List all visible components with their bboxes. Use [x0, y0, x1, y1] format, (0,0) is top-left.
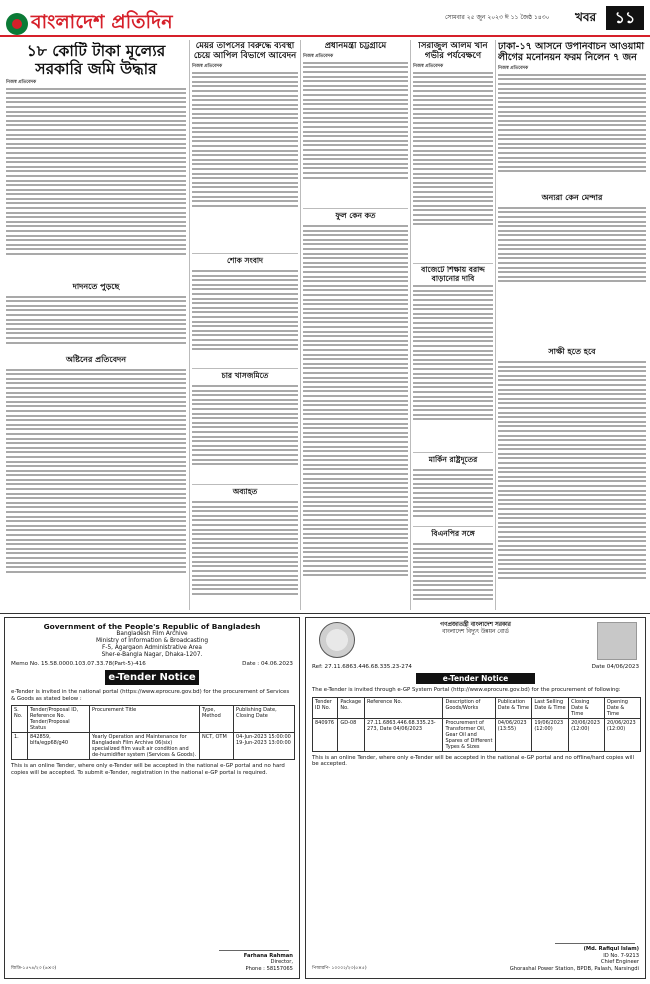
column-rule — [189, 40, 190, 610]
table-cell: 1. — [12, 733, 28, 760]
table-header: Opening Date & Time — [604, 697, 640, 718]
section-rule — [192, 253, 298, 254]
article-body — [192, 385, 298, 480]
article-headline[interactable]: শোক সংবাদ — [227, 256, 263, 265]
article-body — [413, 285, 493, 445]
article-headline[interactable]: প্রধানমন্ত্রী চট্টগ্রামে — [324, 42, 387, 51]
table-header: Publication Date & Time — [495, 697, 532, 718]
ad-signature-block — [495, 930, 645, 972]
article-pm-chattogram — [303, 42, 408, 207]
article-body — [498, 207, 646, 297]
article-bnp — [413, 529, 493, 611]
article-dhaka17 — [498, 42, 646, 342]
table-row — [12, 733, 295, 760]
page-number: ১১ — [606, 6, 644, 30]
article-body — [6, 369, 186, 599]
column-rule — [410, 40, 411, 610]
article-body — [192, 501, 298, 610]
ad-memo: Memo No. 15.58.0000.103.07.33.78(Part-5)-416 — [11, 661, 146, 667]
table-cell: Yearly Operation and Maintenance for Bangladesh Film Archive 06(six) specialized film vault air condition and de-humidifier system (Services & Goods). — [90, 733, 200, 760]
ad-intro: The e-Tender is invited through e-GP System Portal (http://www.eprocure.gov.bd) for the procurement of following: — [312, 687, 621, 693]
table-cell: Procurement of Transformer Oil, Gear Oil and Spares of Different Types & Sizes — [443, 718, 495, 751]
article-subhead: অষ্টিনের প্রতিবেদন — [65, 354, 127, 364]
tender-table — [312, 697, 641, 752]
ad-org: বাংলাদেশ বিদ্যুৎ উন্নয়ন বোর্ড — [442, 629, 509, 635]
article-land-recovery — [6, 42, 186, 612]
portrait-image — [597, 622, 637, 660]
table-header: S. No. — [12, 706, 28, 733]
table-header: Reference No. — [364, 697, 442, 718]
article-body — [303, 62, 408, 202]
table-cell: NCT, OTM — [200, 733, 234, 760]
article-shok — [192, 256, 298, 366]
table-cell: 842859, blfa/egp68/g40 — [28, 733, 90, 760]
ad-logo-area — [312, 622, 362, 658]
table-cell: GD-08 — [338, 718, 365, 751]
masthead — [0, 0, 650, 40]
ad-meta-row — [306, 664, 645, 670]
tender-table — [11, 705, 295, 760]
logo-text: বাংলাদেশ প্রতিদিন — [31, 11, 173, 33]
article-subhead: সাক্ষী হতে হবে — [548, 347, 596, 356]
column-rule — [495, 40, 496, 610]
table-header-row — [12, 706, 295, 733]
ad-gov-title: Government of the People's Republic of Bangladesh — [43, 622, 261, 631]
table-header: Publishing Date, Closing Date — [234, 706, 295, 733]
section-rule — [413, 263, 493, 264]
ad-ref: Ref: 27.11.6863.446.68.335.23-274 — [312, 664, 412, 670]
article-headline[interactable]: ফুল কেন কত — [335, 211, 376, 220]
section-rule — [192, 368, 298, 369]
signer-id: ID No. 7-9213 — [603, 952, 639, 959]
article-kaal — [303, 211, 408, 611]
ad-address: Sher-e-Bangla Nagar, Dhaka-1207. — [101, 652, 203, 658]
article-body — [6, 296, 186, 351]
masthead-rule — [0, 35, 650, 37]
article-subhead: দাদনতে পুড়ছে — [72, 281, 120, 291]
table-cell: 27.11.6863.446.68.335.23-273, Date 04/06/2023 — [364, 718, 442, 751]
article-headline[interactable]: ঢাকা-১৭ আসনে উপনির্বাচন আওয়ামী লীগের মনোনয়ন ফরম নিলেন ৭ জন — [498, 42, 645, 63]
ad-note: This is an online Tender, where only e-Tender will be accepted in the national e-GP portal and no offline/hard copies will be accepted. — [312, 754, 635, 768]
article-headline[interactable]: বিএনপির সঙ্গে — [431, 529, 475, 538]
table-header-row — [313, 697, 641, 718]
table-header: Procurement Title — [90, 706, 200, 733]
article-sakkhi — [498, 343, 646, 611]
ad-film-archive-tender — [4, 617, 300, 979]
article-body — [413, 72, 493, 252]
table-header: Tender/Proposal ID, Reference No. Tender/Proposal Status — [28, 706, 90, 733]
column-rule — [300, 40, 301, 610]
article-body — [413, 469, 493, 525]
ad-outro: This is an online Tender, where only e-Tender will be accepted in the national e-GP portal and no hard copies will be accepted. To submit e-Tender, registration in the national e-GP portal is required. — [11, 763, 285, 776]
table-cell: 20/06/2023 (12:00) — [569, 718, 605, 751]
table-cell: 19/06/2023 (12:00) — [532, 718, 569, 751]
ad-bpdb-tender — [305, 617, 646, 979]
article-headline[interactable]: মার্কিন রাষ্ট্রদূতের — [428, 455, 478, 464]
article-headline[interactable]: বাজেটে শিক্ষায় বরাদ্দ বাড়ানোর দাবি — [421, 266, 485, 283]
signer-name: Farhana Rahman — [243, 952, 293, 959]
article-subhead: অন্যরা কেন মেন্দার — [541, 192, 603, 202]
table-header: Description of Goods/Works — [443, 697, 495, 718]
table-cell: 840976 — [313, 718, 338, 751]
ad-date: Date 04/06/2023 — [591, 664, 639, 670]
section-rule — [192, 484, 298, 485]
article-body — [192, 72, 298, 232]
table-header: Last Selling Date & Time — [532, 697, 569, 718]
dateline: সোমবার ২৫ জুন ২০২৩ ঈ ১১ জৈষ্ঠ ১৪৩০ — [445, 14, 550, 21]
table-header: Closing Date & Time — [569, 697, 605, 718]
section-rule — [413, 452, 493, 453]
article-meyor-tapas — [192, 42, 298, 252]
logo-emblem-icon — [6, 13, 28, 35]
ad-address: F-5, Agargaon Administrative Area — [102, 645, 202, 651]
article-byline: নিজস্ব প্রতিবেদক — [413, 63, 444, 69]
article-body — [192, 270, 298, 365]
article-body — [413, 543, 493, 611]
table-cell: 20/06/2023 (12:00) — [604, 718, 640, 751]
table-cell: 04-Jun-2023 15:00:00 19-Jun-2023 13:00:00 — [234, 733, 295, 760]
ad-meta-row — [5, 661, 299, 667]
table-cell: 04/06/2023 (13:55) — [495, 718, 532, 751]
ad-intro: e-Tender is invited in the national portal (https://www.eprocure.gov.bd) for the procurement of Services & Goods as stated below : — [11, 689, 290, 702]
signer-name: (Md. Rafiqul Islam) — [583, 946, 639, 953]
table-row — [313, 718, 641, 751]
section-name: খবর — [575, 10, 597, 24]
ad-gov-line: গণপ্রজাতন্ত্রী বাংলাদেশ সরকার — [440, 622, 511, 628]
article-body — [6, 88, 186, 278]
signer-phone: Phone : 58157065 — [245, 965, 293, 972]
ad-gd-code: জিডি-১৫৭৪/২৩ (৬×৩) — [11, 966, 57, 971]
article-headline[interactable]: ১৮ কোটি টাকা মূল্যের সরকারি জমি উদ্ধার — [26, 42, 166, 78]
table-header: Tender ID No. — [313, 697, 338, 718]
signature-mark — [555, 930, 635, 944]
article-headline[interactable]: অব্যাহত — [232, 487, 258, 496]
ad-header — [306, 618, 645, 660]
article-char — [192, 371, 298, 481]
ad-title-group — [362, 622, 589, 636]
article-us-ambassador — [413, 455, 493, 525]
ad-org: Bangladesh Film Archive — [116, 631, 188, 637]
article-byline: নিজস্ব প্রতিবেদক — [303, 53, 334, 59]
article-body — [498, 361, 646, 611]
signer-title: Chief Engineer — [600, 959, 639, 966]
article-budget-edu — [413, 266, 493, 451]
signer-address: Ghorashal Power Station, BPDB, Palash, Narsingdi — [509, 965, 639, 972]
ad-separator-rule — [0, 613, 650, 614]
notice-title: e-Tender Notice — [416, 673, 535, 684]
article-body — [498, 74, 646, 189]
article-byline: নিজস্ব প্রতিবেদক — [192, 63, 223, 69]
article-byline: নিজস্ব প্রতিবেদক — [498, 65, 529, 71]
ad-date: Date : 04.06.2023 — [242, 661, 293, 667]
ad-signature-block — [189, 937, 299, 972]
signer-title: Director, — [270, 959, 293, 966]
bpdb-emblem-icon — [319, 622, 355, 658]
article-siraj-alam — [413, 42, 493, 262]
article-byline: নিজস্ব প্রতিবেদক — [6, 79, 37, 85]
signature-mark — [219, 937, 289, 951]
section-rule — [303, 208, 408, 209]
article-headline[interactable]: মেয়র তাপসের বিরুদ্ধে ব্যবস্থা চেয়ে আপিল বিভাগে আবেদন — [193, 42, 297, 61]
article-ajkaler — [192, 487, 298, 610]
article-body — [303, 225, 408, 610]
portrait-photo — [589, 622, 639, 660]
article-headline[interactable]: চার খাসজমিতে — [221, 371, 269, 380]
table-header: Package No. — [338, 697, 365, 718]
article-headline[interactable]: সিরাজুল আলম খান গভীর পর্যবেক্ষণে — [418, 42, 488, 61]
notice-title: e-Tender Notice — [105, 670, 199, 685]
ad-code: পিআরপি- ১০০০২/২৩(৫×৫) — [312, 966, 367, 971]
section-rule — [413, 526, 493, 527]
table-header: Type, Method — [200, 706, 234, 733]
ad-ministry: Ministry of Information & Broadcasting — [95, 638, 209, 644]
